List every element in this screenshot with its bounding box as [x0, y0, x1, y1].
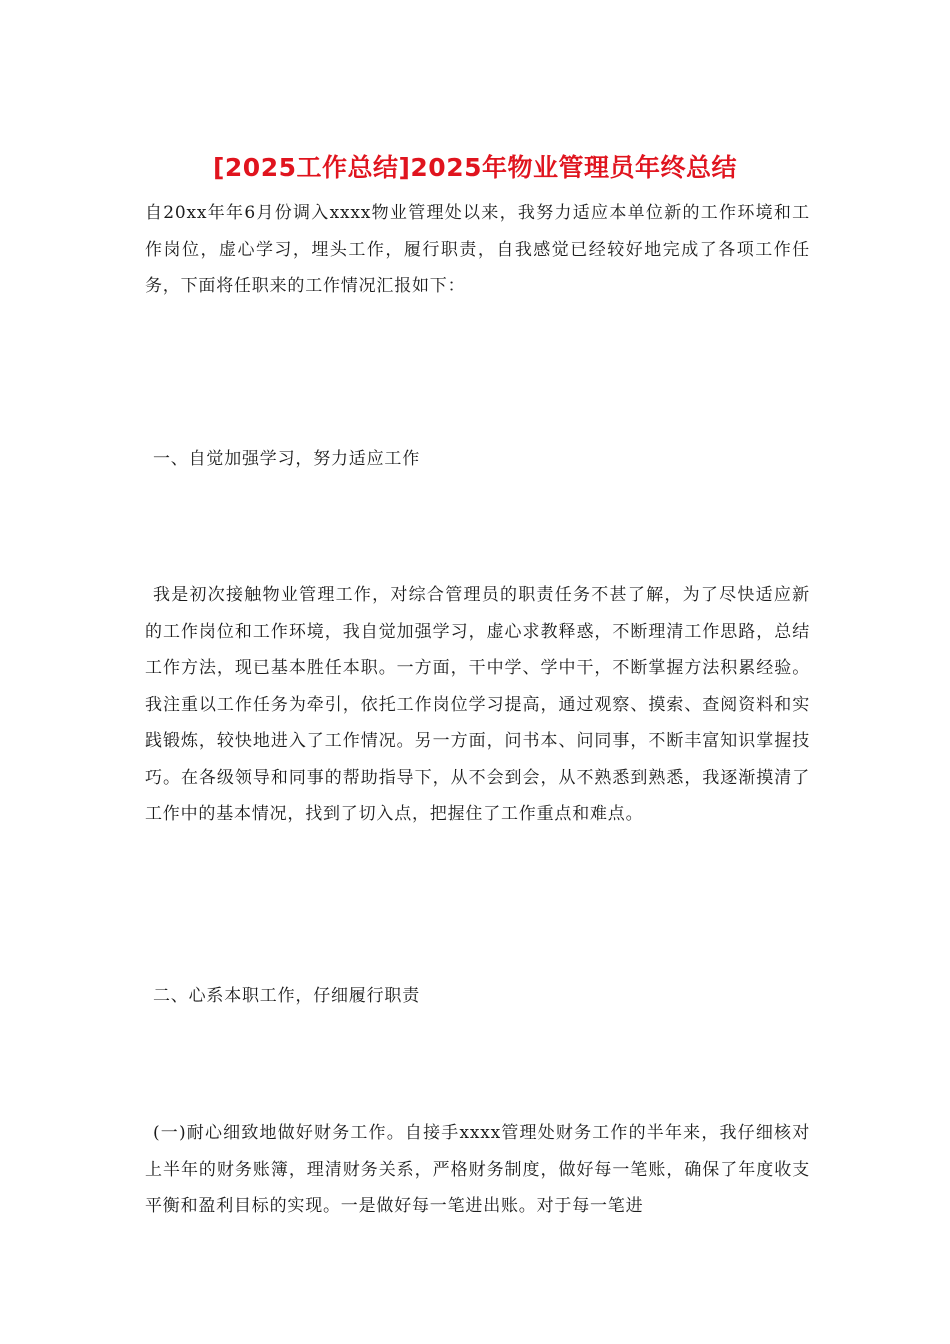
section-1-heading: 一、自觉加强学习，努力适应工作	[153, 449, 420, 469]
section-1-paragraph: 我是初次接触物业管理工作，对综合管理员的职责任务不甚了解，为了尽快适应新的工作岗位和工作环境，我自觉加强学习，虚心求教释惑，不断理清工作思路，总结工作方法，现已基本胜任本职。一方面，干中学、学中干，不断掌握方法积累经验。我注重以工作任务为牵引，依托工作岗位学习提高，通过观察、摸索、查阅资料和实践锻炼，较快地进入了工作情况。另一方面，问书本、问同事，不断丰富知识掌握技巧。在各级领导和同事的帮助指导下，从不会到会，从不熟悉到熟悉，我逐渐摸清了工作中的基本情况，找到了切入点，把握住了工作重点和难点。	[145, 585, 810, 824]
section-2-heading: 二、心系本职工作，仔细履行职责	[153, 986, 420, 1006]
document-title: [2025工作总结]2025年物业管理员年终总结	[212, 153, 737, 182]
section-2-paragraph: (一)耐心细致地做好财务工作。自接手xxxx管理处财务工作的半年来，我仔细核对上半年的财务账簿，理清财务关系，严格财务制度，做好每一笔账，确保了年度收支平衡和盈利目标的实现。一是做好每一笔进出账。对于每一笔进	[145, 1123, 810, 1216]
intro-paragraph: 自20xx年年6月份调入xxxx物业管理处以来，我努力适应本单位新的工作环境和工作岗位，虚心学习，埋头工作，履行职责，自我感觉已经较好地完成了各项工作任务，下面将任职来的工作情况汇报如下：	[145, 203, 810, 296]
